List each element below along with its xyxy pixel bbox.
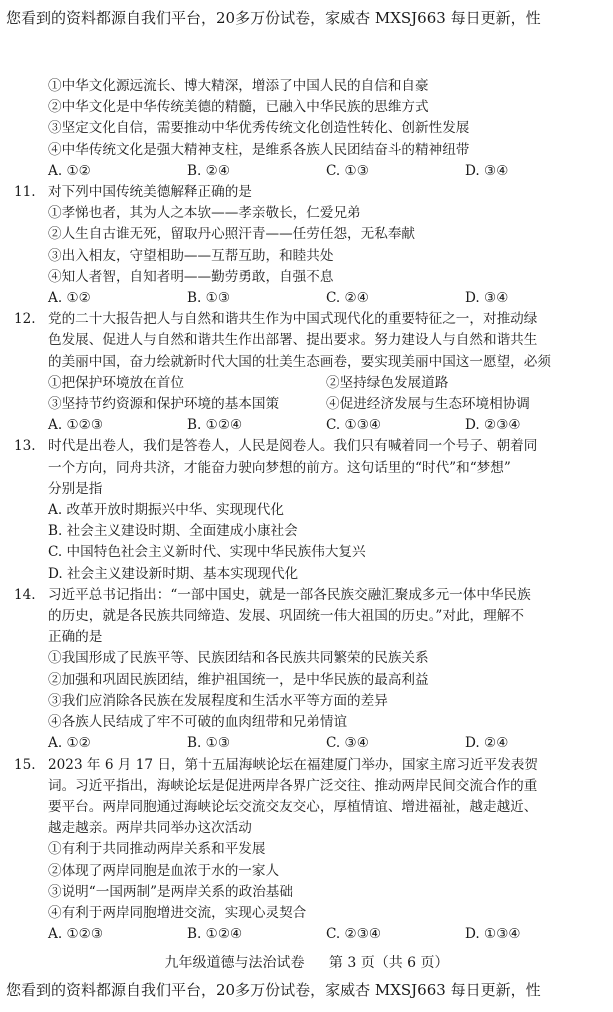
exam-name: 九年级道德与法治试卷 <box>164 955 305 971</box>
q12-options <box>14 415 606 436</box>
q14-option-a[interactable]: A. ①② <box>48 735 91 752</box>
q13-stem-line: 一个方向，同舟共济，才能奋力驶向梦想的前方。这句话里的“时代”和“梦想” <box>48 459 511 476</box>
q12-statement-row <box>14 373 606 394</box>
q15-option-b[interactable]: B. ①②④ <box>187 926 243 943</box>
q10-option-a[interactable]: A. ①② <box>48 162 91 179</box>
q14-options <box>14 733 606 754</box>
q12-statement-2: ②坚持绿色发展道路 <box>326 374 449 391</box>
q12-statement-3: ③坚持节约资源和保护环境的基本国策 <box>48 396 280 413</box>
q14-stem-line: 的历史，就是各民族共同缔造、发展、巩固统一伟大祖国的历史。”对此，理解不 <box>48 608 524 625</box>
q15-option-d[interactable]: D. ①③④ <box>465 926 521 943</box>
q12-stem-line: 的美丽中国，奋力绘就新时代大国的壮美生态画卷，要实现美丽中国这一愿望，必须 <box>48 353 551 370</box>
q15-statement-4: ④有利于两岸同胞增进交流，实现心灵契合 <box>48 904 307 921</box>
q15-option-c[interactable]: C. ②③④ <box>326 926 382 943</box>
q13-choice-c[interactable]: C. 中国特色社会主义新时代、实现中华民族伟大复兴 <box>48 544 366 561</box>
q12-option-d[interactable]: D. ②③④ <box>465 417 521 434</box>
q11-options <box>14 288 606 309</box>
q12-statement-row <box>14 394 606 415</box>
question-12 <box>14 309 606 436</box>
q11-option-d[interactable]: D. ③④ <box>465 290 509 307</box>
q12-option-c[interactable]: C. ①③④ <box>326 417 382 434</box>
q12-option-b[interactable]: B. ①②④ <box>187 417 243 434</box>
q14-option-d[interactable]: D. ②④ <box>465 735 509 752</box>
q14-statement-2: ②加强和巩固民族团结，维护祖国统一，是中华民族的最高利益 <box>48 671 429 688</box>
q14-stem: 习近平总书记指出：“一部中国史，就是一部各民族交融汇聚成多元一体中华民族 <box>48 586 531 603</box>
q12-option-a[interactable]: A. ①②③ <box>48 417 104 434</box>
q13-stem-line: 分别是指 <box>48 480 103 497</box>
q11-statement-4: ④知人者智，自知者明——勤劳勇敢，自强不息 <box>48 268 334 285</box>
q15-options <box>14 924 606 945</box>
q15-statement-1: ①有利于共同推动两岸关系和平发展 <box>48 841 266 858</box>
question-10 <box>14 76 606 182</box>
q14-option-c[interactable]: C. ③④ <box>326 735 369 752</box>
q13-number: 13. <box>14 438 36 455</box>
q10-statement-3: ③坚定文化自信，需要推动中华优秀传统文化创造性转化、创新性发展 <box>48 120 470 137</box>
q10-statement-4: ④中华传统文化是强大精神支柱，是维系各族人民团结奋斗的精神纽带 <box>48 141 470 158</box>
q12-stem-line: 色发展、促进人与自然和谐共生作出部署、提出要求。努力建设人与自然和谐共生 <box>48 332 538 349</box>
q14-statement-4: ④各族人民结成了牢不可破的血肉纽带和兄弟情谊 <box>48 714 348 731</box>
q15-number: 15. <box>14 756 36 773</box>
q11-option-a[interactable]: A. ①② <box>48 290 91 307</box>
q10-options <box>14 161 606 182</box>
question-15 <box>14 755 606 946</box>
page-footer <box>0 953 613 973</box>
q15-stem-line: 越走越亲。两岸共同举办这次活动 <box>48 820 252 837</box>
q10-option-c[interactable]: C. ①③ <box>326 162 369 179</box>
q11-statement-2: ②人生自古谁无死，留取丹心照汗青——任劳任怨，无私奉献 <box>48 226 416 243</box>
banner-bottom: 您看到的资料都源自我们平台，20多万份试卷，家威杏 MXSJ663 每日更新，性 <box>6 981 541 999</box>
q15-stem-line: 词。习近平指出，海峡论坛是促进两岸各界广泛交往、推动两岸民间交流合作的重 <box>48 777 538 794</box>
q15-statement-2: ②体现了两岸同胞是血浓于水的一家人 <box>48 862 280 879</box>
q14-stem-line: 正确的是 <box>48 629 103 646</box>
q11-statement-3: ③出入相友，守望相助——互帮互助，和睦共处 <box>48 247 334 264</box>
q13-choice-b[interactable]: B. 社会主义建设时期、全面建成小康社会 <box>48 523 298 540</box>
question-14 <box>14 585 606 755</box>
q11-option-b[interactable]: B. ①③ <box>187 290 231 307</box>
q14-number: 14. <box>14 586 36 603</box>
q14-statement-1: ①我国形成了民族平等、民族团结和各民族共同繁荣的民族关系 <box>48 650 429 667</box>
q13-choice-a[interactable]: A. 改革开放时期振兴中华、实现现代化 <box>48 502 284 519</box>
q14-option-b[interactable]: B. ①③ <box>187 735 231 752</box>
q15-option-a[interactable]: A. ①②③ <box>48 926 104 943</box>
q12-statement-4: ④促进经济发展与生态环境相协调 <box>326 396 530 413</box>
q13-stem: 时代是出卷人，我们是答卷人，人民是阅卷人。我们只有喊着同一个号子、朝着同 <box>48 438 538 455</box>
q12-number: 12. <box>14 311 36 328</box>
q15-stem: 2023 年 6 月 17 日，第十五届海峡论坛在福建厦门举办，国家主席习近平发表贺 <box>48 756 538 773</box>
exam-content <box>14 76 606 945</box>
question-11 <box>14 182 606 309</box>
q11-statement-1: ①孝悌也者，其为人之本欤——孝亲敬长，仁爱兄弟 <box>48 205 361 222</box>
q12-statement-1: ①把保护环境放在首位 <box>48 374 184 391</box>
q14-statement-3: ③我们应消除各民族在发展程度和生活水平等方面的差异 <box>48 692 388 709</box>
q10-option-b[interactable]: B. ②④ <box>187 162 231 179</box>
q10-statement-1: ①中华文化源远流长、博大精深，增添了中国人民的自信和自豪 <box>48 78 429 94</box>
q10-statement-2: ②中华文化是中华传统美德的精髓，已融入中华民族的思维方式 <box>48 99 429 116</box>
q11-stem: 对下列中国传统美德解释正确的是 <box>48 184 252 201</box>
q10-option-d[interactable]: D. ③④ <box>465 162 509 179</box>
q15-statement-3: ③说明“一国两制”是两岸关系的政治基础 <box>48 883 293 900</box>
page-number: 第 3 页（共 6 页） <box>328 955 449 971</box>
q11-option-c[interactable]: C. ②④ <box>326 290 369 307</box>
banner-top: 您看到的资料都源自我们平台，20多万份试卷，家威杏 MXSJ663 每日更新，性 <box>6 9 541 27</box>
question-13 <box>14 436 606 584</box>
q12-stem: 党的二十大报告把人与自然和谐共生作为中国式现代化的重要特征之一，对推动绿 <box>48 311 538 328</box>
q15-stem-line: 要平台。两岸同胞通过海峡论坛交流交友交心，厚植情谊、增进福祉，越走越近、 <box>48 798 538 815</box>
q11-number: 11. <box>14 184 36 201</box>
q13-choice-d[interactable]: D. 社会主义建设新时期、基本实现现代化 <box>48 565 299 582</box>
